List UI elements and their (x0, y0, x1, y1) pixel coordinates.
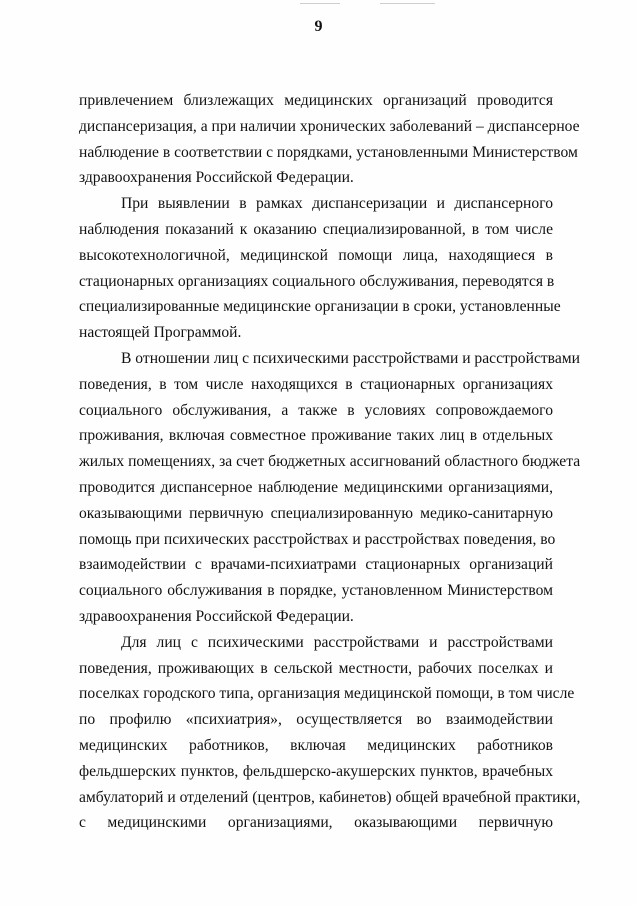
text-line: проживания, включая совместное проживание таких лиц в отдельных (79, 427, 553, 445)
text-line: настоящей Программой. (79, 324, 242, 342)
text-line: поселках городского типа, организация медицинской помощи, в том числе (79, 685, 575, 703)
text-line: специализированные медицинские организации в сроки, установленные (79, 298, 561, 316)
text-line: наблюдение в соответствии с порядками, установленными Министерством (79, 143, 578, 161)
text-line: фельдшерских пунктов, фельдшерско-акушерских пунктов, врачебных (79, 762, 553, 780)
text-line: социального обслуживания, а также в условиях сопровождаемого (79, 401, 553, 419)
text-line: здравоохранения Российской Федерации. (79, 169, 354, 187)
text-line: помощь при психических расстройствах и расстройствах поведения, во (79, 530, 556, 548)
text-line: диспансеризация, а при наличии хронических заболеваний – диспансерное (79, 117, 580, 135)
text-line: стационарных организациях социального обслуживания, переводятся в (79, 272, 555, 290)
text-line: медицинских работников, включая медицинских работников (79, 736, 553, 754)
text-line: с медицинскими организациями, оказывающими первичную (79, 814, 553, 832)
text-line: Для лиц с психическими расстройствами и расстройствами (121, 633, 553, 651)
text-line: социального обслуживания в порядке, установленном Министерством (79, 582, 553, 600)
text-line: жилых помещениях, за счет бюджетных ассигнований областного бюджета (79, 453, 581, 471)
text-line: амбулаторий и отделений (центров, кабинетов) общей врачебной практики, (79, 788, 581, 806)
text-line: оказывающими первичную специализированную медико-санитарную (79, 504, 553, 522)
text-line: поведения, в том числе находящихся в стационарных организациях (79, 375, 553, 393)
text-line: привлечением близлежащих медицинских организаций проводится (79, 92, 553, 109)
paragraph-2 (79, 191, 561, 346)
paragraph-1 (79, 88, 580, 191)
text-line: высокотехнологичной, медицинской помощи лица, находящиеся в (79, 246, 553, 264)
text-line: по профилю «психиатрия», осуществляется во взаимодействии (79, 711, 553, 729)
text-line: поведения, проживающих в сельской местности, рабочих поселках и (79, 659, 553, 677)
scan-artifact-line (300, 3, 340, 4)
text-line: проводится диспансерное наблюдение медицинскими организациями, (79, 478, 553, 496)
paragraph-3 (79, 346, 581, 630)
paragraph-4 (79, 630, 581, 836)
scan-artifact-line (380, 3, 435, 4)
text-line: здравоохранения Российской Федерации. (79, 607, 354, 625)
document-body (79, 88, 581, 836)
text-line: наблюдения показаний к оказанию специализированной, в том числе (79, 220, 553, 238)
text-line: При выявлении в рамках диспансеризации и диспансерного (121, 195, 553, 213)
text-line: взаимодействии с врачами-психиатрами стационарных организаций (79, 556, 553, 574)
text-line: В отношении лиц с психическими расстройствами и расстройствами (121, 349, 580, 367)
page-number: 9 (314, 18, 323, 35)
